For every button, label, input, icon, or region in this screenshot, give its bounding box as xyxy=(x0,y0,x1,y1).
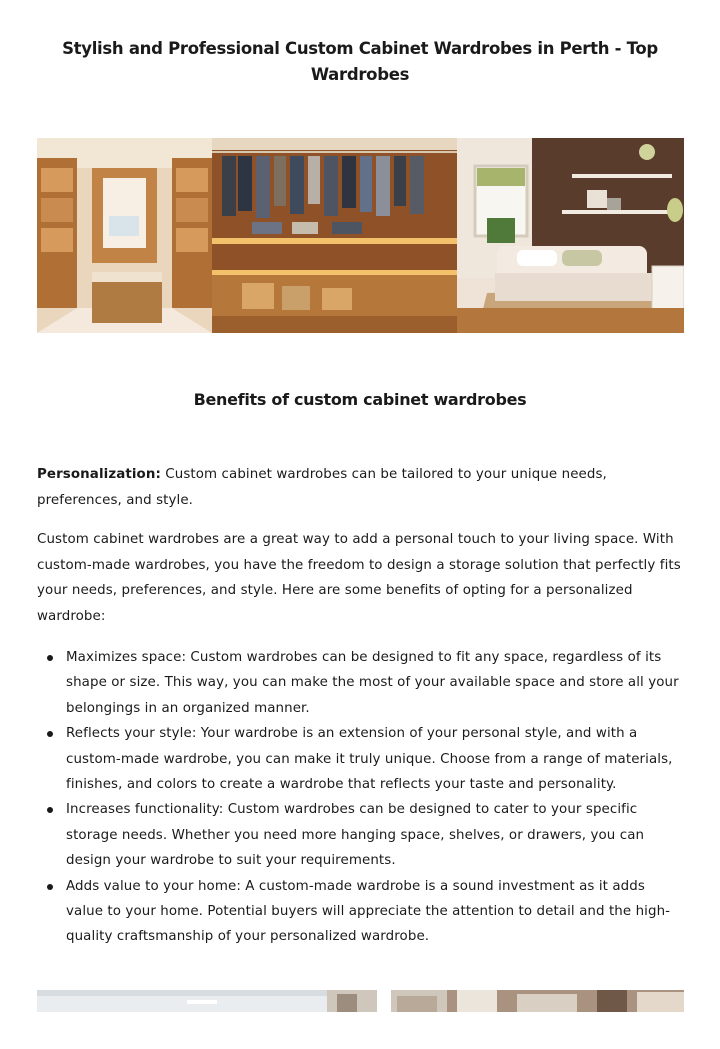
personalization-text: Custom cabinet wardrobes can be tailored to your unique needs, preferences, and style. xyxy=(37,467,607,508)
bottom-image-strip xyxy=(37,990,684,1012)
personalization-label: Personalization: xyxy=(37,467,161,482)
bullet-icon xyxy=(47,884,53,890)
bullet-icon xyxy=(47,807,53,813)
section-heading: Benefits of custom cabinet wardrobes xyxy=(193,390,527,409)
intro-paragraph: Custom cabinet wardrobes are a great way to add a personal touch to your living space. With custom-made wardrobes, you have the freedom to design a storage solution that perfectly fits your needs, preferences, and style. Here are some benefits of opting for a personalized wardrobe: xyxy=(37,532,681,624)
list-item xyxy=(37,721,685,797)
list-item xyxy=(37,645,685,721)
list-item xyxy=(37,797,685,873)
benefit-text: Increases functionality: Custom wardrobes can be designed to cater to your specific storage needs. Whether you need more hanging space, shelves, or drawers, you can design your wardrobe to suit your requirements. xyxy=(66,802,645,869)
benefit-text: Maximizes space: Custom wardrobes can be designed to fit any space, regardless of its shape or size. This way, you can make the most of your available space and store all your belongings in an organized manner. xyxy=(66,650,679,716)
benefit-text: Adds value to your home: A custom-made wardrobe is a sound investment as it adds value to your home. Potential buyers will appreciate the attention to detail and the high-quality craftsmanship of your personalized wardrobe. xyxy=(66,878,671,945)
list-item xyxy=(37,874,685,950)
hero-image xyxy=(37,138,684,333)
personalization-paragraph xyxy=(37,462,685,513)
bullet-icon xyxy=(47,731,53,737)
benefit-text: Reflects your style: Your wardrobe is an extension of your personal style, and with a custom-made wardrobe, you can make it truly unique. Choose from a range of materials, finishes, and colors to create a wardrobe that reflects your taste and personality. xyxy=(66,726,673,793)
bottom-photo xyxy=(37,990,684,1012)
bedroom-photo xyxy=(457,138,684,333)
lit-wardrobe-photo xyxy=(212,138,457,333)
walk-in-closet-photo xyxy=(37,138,212,333)
benefits-list xyxy=(37,645,685,950)
page-title: Stylish and Professional Custom Cabinet Wardrobes in Perth - Top Wardrobes xyxy=(62,39,658,84)
bullet-icon xyxy=(47,655,53,661)
